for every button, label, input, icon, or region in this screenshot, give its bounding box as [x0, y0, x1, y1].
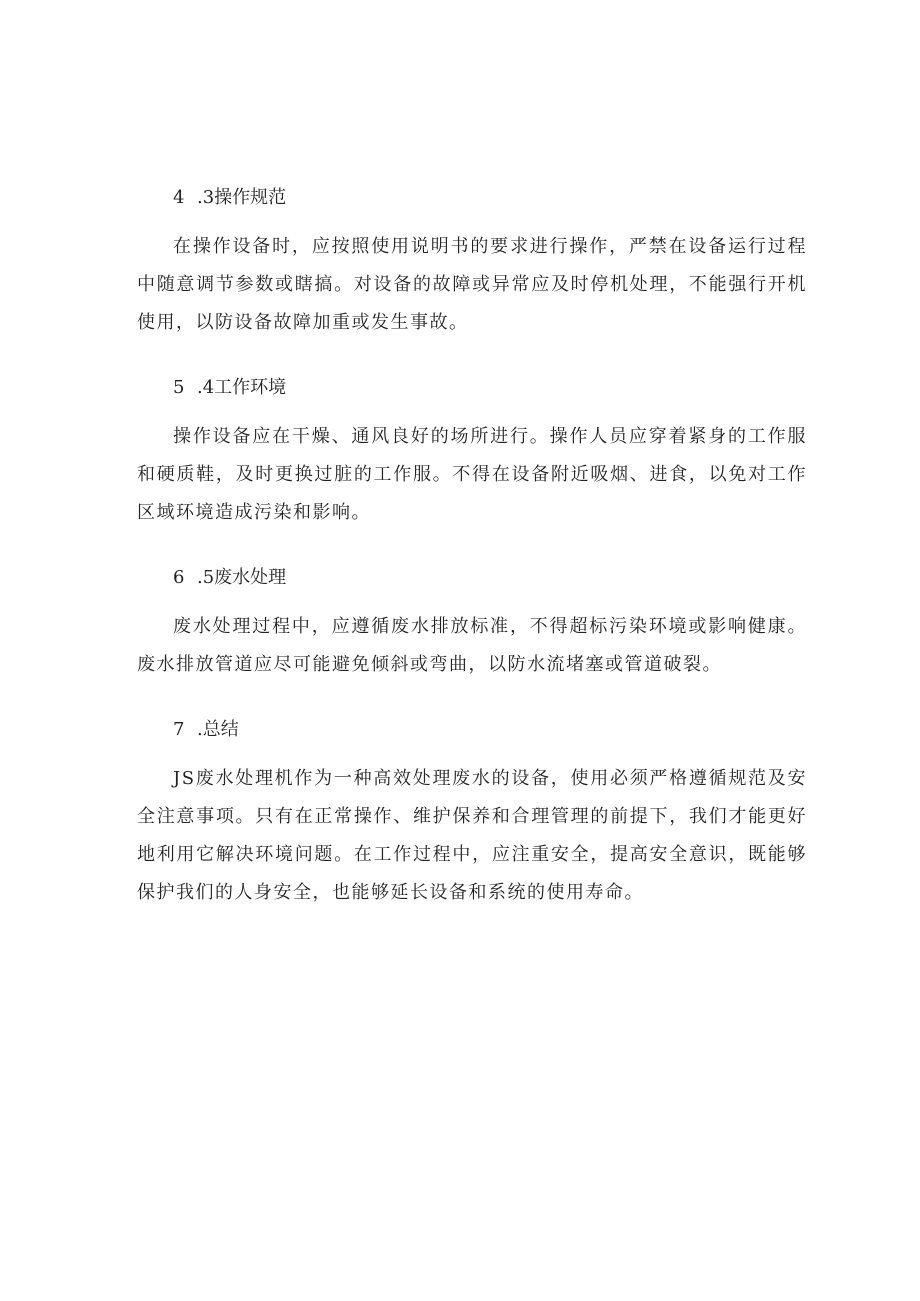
- section-title: .3操作规范: [197, 187, 287, 208]
- section-body-7: JS废水处理机作为一种高效处理废水的设备，使用必须严格遵循规范及安全注意事项。只有在正常操作、维护保养和合理管理的前提下，我们才能更好地利用它解决环境问题。在工作过程中，应注重安全，提高安全意识，既能够保护我们的人身安全，也能够延长设备和系统的使用寿命。: [137, 768, 807, 903]
- document-content: [137, 183, 807, 912]
- section-heading-7: [137, 715, 807, 745]
- section-title: .总结: [197, 719, 239, 740]
- section-title: .4工作环境: [197, 377, 287, 398]
- section-heading-4-3: [137, 183, 807, 213]
- section-number: 6: [173, 567, 185, 588]
- section-number: 7: [173, 719, 185, 740]
- section-heading-6-5: [137, 563, 807, 593]
- section-body-4-3: 在操作设备时，应按照使用说明书的要求进行操作，严禁在设备运行过程中随意调节参数或瞎搞。对设备的故障或异常应及时停机处理，不能强行开机使用，以防设备故障加重或发生事故。: [137, 236, 807, 333]
- section-number: 5: [173, 377, 185, 398]
- section-body-5-4: 操作设备应在干燥、通风良好的场所进行。操作人员应穿着紧身的工作服和硬质鞋，及时更换过脏的工作服。不得在设备附近吸烟、进食，以免对工作区域环境造成污染和影响。: [137, 426, 807, 523]
- section-number: 4: [173, 187, 185, 208]
- section-heading-5-4: [137, 373, 807, 403]
- section-title: .5废水处理: [197, 567, 287, 588]
- section-body-6-5: 废水处理过程中，应遵循废水排放标准，不得超标污染环境或影响健康。废水排放管道应尽可能避免倾斜或弯曲，以防水流堵塞或管道破裂。: [137, 616, 807, 675]
